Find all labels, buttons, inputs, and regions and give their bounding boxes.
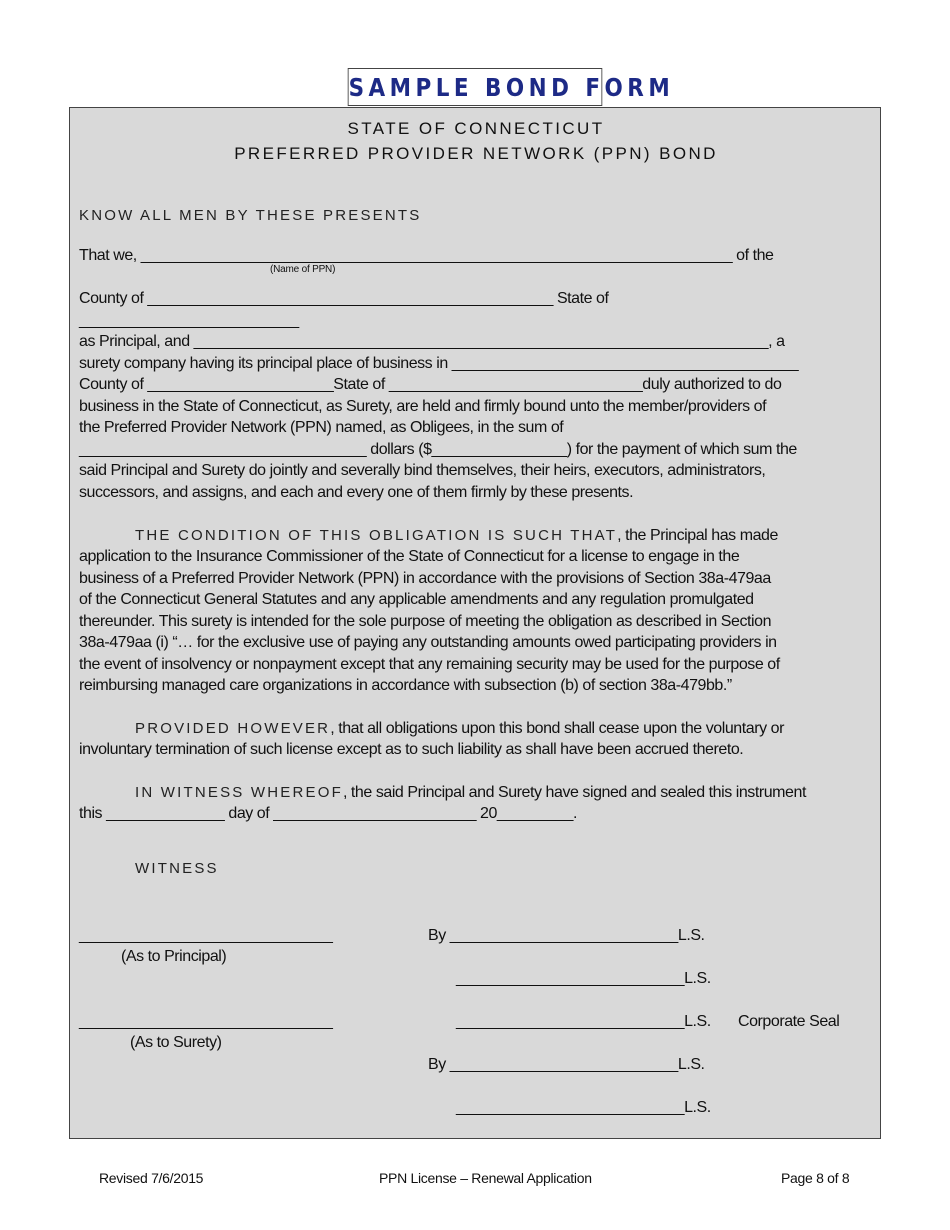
condition-line: thereunder. This surety is intended for the sole purpose of meeting the obligation as described in Section	[79, 613, 772, 630]
business-line: business in the State of Connecticut, as Surety, are held and firmly bound unto the member/providers of	[79, 398, 767, 415]
name-of-ppn-caption: (Name of PPN)	[270, 264, 336, 275]
county-line: County of ________________________________________________ State of	[79, 290, 609, 307]
as-to-principal-label: (As to Principal)	[121, 948, 227, 965]
bond-title: PREFERRED PROVIDER NETWORK (PPN) BOND	[234, 144, 718, 163]
provided-line-2: involuntary termination of such license except as to such liability as shall have been accrued thereto.	[79, 741, 744, 758]
principal-by-signature-line: By ___________________________L.S.	[428, 927, 705, 944]
witness-clause-first-line	[135, 782, 806, 804]
provided-line-1: , that all obligations upon this bond shall cease upon the voluntary or	[330, 720, 784, 737]
as-principal-line: as Principal, and ____________________________________________________________________, a	[79, 333, 785, 350]
footer-page-number: Page 8 of 8	[781, 1170, 850, 1186]
bond-form-box	[69, 107, 881, 1139]
footer-application-title: PPN License – Renewal Application	[379, 1170, 592, 1186]
principal-third-signature-line: ___________________________L.S.	[456, 1013, 711, 1030]
witness-clause-line-2: this ______________ day of ________________________ 20_________.	[79, 805, 577, 822]
condition-caps: THE CONDITION OF THIS OBLIGATION IS SUCH THAT	[135, 527, 618, 544]
condition-line: 38a-479aa (i) “… for the exclusive use of paying any outstanding amounts owed participating providers in	[79, 634, 777, 651]
corporate-seal-label: Corporate Seal	[738, 1013, 840, 1030]
witness-clause-line-1: , the said Principal and Surety have signed and sealed this instrument	[342, 784, 806, 801]
dollars-line: __________________________________ dollars ($________________) for the payment of which sum the	[79, 441, 797, 458]
condition-line: of the Connecticut General Statutes and any applicable amendments and any regulation promulgated	[79, 591, 754, 608]
condition-line: reimbursing managed care organizations in accordance with subsection (b) of section 38a-479bb.”	[79, 677, 732, 694]
provided-caps: PROVIDED HOWEVER	[135, 720, 331, 737]
condition-line-0: , the Principal has made	[617, 527, 778, 544]
condition-line: the event of insolvency or nonpayment except that any remaining security may be used for the purpose of	[79, 656, 780, 673]
condition-first-line	[135, 525, 778, 547]
said-principal-line: said Principal and Surety do jointly and severally bind themselves, their heirs, executors, administrators,	[79, 462, 766, 479]
principal-second-signature-line: ___________________________L.S.	[456, 970, 711, 987]
surety-by-signature-line: By ___________________________L.S.	[428, 1056, 705, 1073]
state-heading: STATE OF CONNECTICUT	[347, 119, 605, 138]
surety-witness-blank: ______________________________	[79, 1013, 333, 1030]
sample-bond-form-banner: SAMPLE BOND FORM	[348, 68, 603, 106]
surety-second-signature-line: ___________________________L.S.	[456, 1099, 711, 1116]
provided-first-line	[135, 718, 784, 740]
know-all-heading: KNOW ALL MEN BY THESE PRESENTS	[79, 207, 422, 224]
that-we-line: That we, ______________________________________________________________________ of the	[79, 247, 774, 264]
as-to-surety-label: (As to Surety)	[130, 1034, 222, 1051]
state-blank: __________________________	[79, 312, 299, 329]
condition-line: application to the Insurance Commissioner of the State of Connecticut for a license to engage in the	[79, 548, 740, 565]
witness-heading: WITNESS	[135, 860, 219, 877]
county-state-line: County of ______________________State of ______________________________duly authorized to do	[79, 376, 782, 393]
surety-company-line: surety company having its principal place of business in _________________________________________	[79, 355, 799, 372]
witness-clause-caps: IN WITNESS WHEREOF	[135, 784, 343, 801]
condition-line: business of a Preferred Provider Network (PPN) in accordance with the provisions of Section 38a-479aa	[79, 570, 771, 587]
successors-line: successors, and assigns, and each and every one of them firmly by these presents.	[79, 484, 634, 501]
footer-revised-date: Revised 7/6/2015	[99, 1170, 204, 1186]
principal-witness-blank: ______________________________	[79, 927, 333, 944]
ppn-named-line: the Preferred Provider Network (PPN) named, as Obligees, in the sum of	[79, 419, 564, 436]
